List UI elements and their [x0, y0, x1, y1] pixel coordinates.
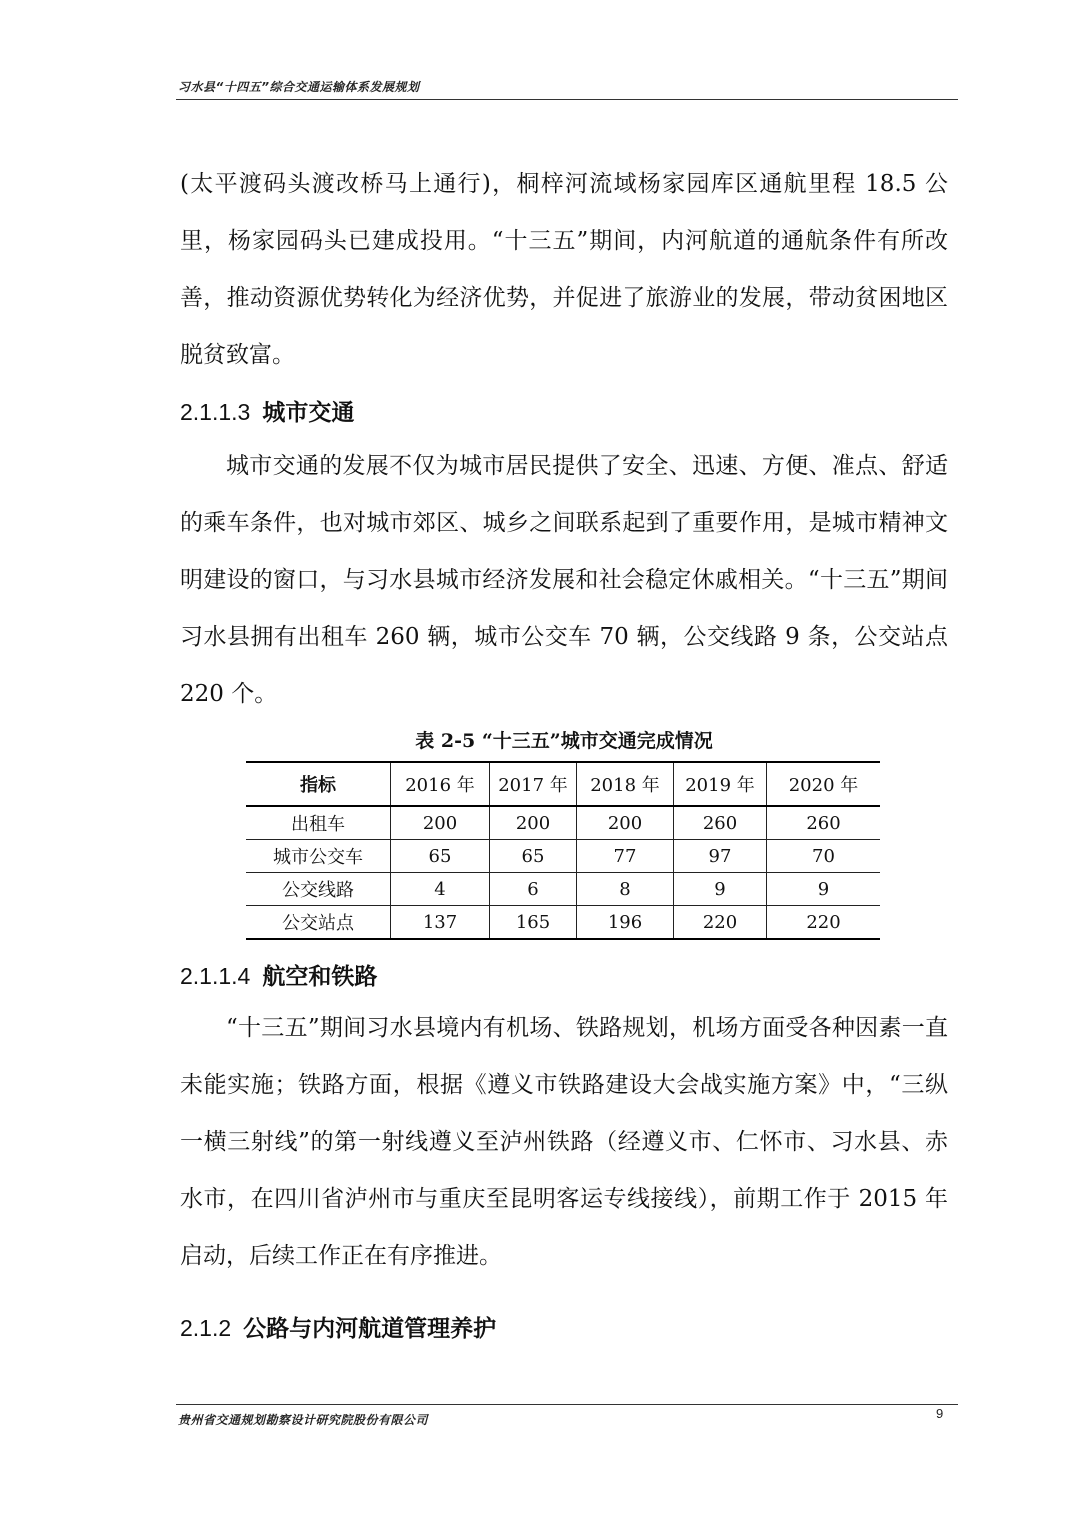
column-header-2017: 2017 年: [490, 762, 577, 806]
table-cell: 出租车: [246, 806, 391, 840]
header-divider: [176, 99, 958, 100]
column-header-2019: 2019 年: [674, 762, 767, 806]
table-cell: 200: [577, 806, 674, 840]
table-cell: 城市公交车: [246, 840, 391, 873]
table-cell: 97: [674, 840, 767, 873]
footer-divider: [176, 1404, 958, 1405]
table-row: [246, 806, 880, 840]
table-cell: 165: [490, 906, 577, 940]
section-title: 航空和铁路: [262, 963, 378, 990]
table-cell: 196: [577, 906, 674, 940]
table-cell: 公交线路: [246, 873, 391, 906]
table-cell: 137: [391, 906, 490, 940]
table-row: [246, 906, 880, 940]
section-number: 2.1.2: [180, 1315, 232, 1341]
paragraph-inland-waterway: (太平渡码头渡改桥马上通行)，桐梓河流域杨家园库区通航里程 18.5 公里，杨家园码头已建成投用。“十三五”期间，内河航道的通航条件有所改善，推动资源优势转化为经济优势，并促进了旅游业的发展，带动贫困地区脱贫致富。: [180, 171, 948, 368]
section-number: 2.1.1.4: [180, 963, 251, 989]
table-cell: 公交站点: [246, 906, 391, 940]
paragraph-urban-transport: 城市交通的发展不仅为城市居民提供了安全、迅速、方便、准点、舒适的乘车条件，也对城市郊区、城乡之间联系起到了重要作用，是城市精神文明建设的窗口，与习水县城市经济发展和社会稳定休戚相关。“十三五”期间习水县拥有出租车 260 辆，城市公交车 70 辆，公交线路 9 条，公交站点 220 个。: [180, 453, 948, 707]
urban-transport-table: [246, 761, 880, 940]
table-cell: 200: [391, 806, 490, 840]
section-heading-road-waterway-maintenance: [180, 1310, 496, 1343]
table-cell: 8: [577, 873, 674, 906]
table-cell: 220: [767, 906, 881, 940]
table-cell: 200: [490, 806, 577, 840]
table-cell: 65: [490, 840, 577, 873]
column-header-indicator: 指标: [246, 762, 391, 806]
footer-company-name: 贵州省交通规划勘察设计研究院股份有限公司: [178, 1413, 429, 1427]
column-header-2020: 2020 年: [767, 762, 881, 806]
table-cell: 65: [391, 840, 490, 873]
table-cell: 260: [674, 806, 767, 840]
section-title: 公路与内河航道管理养护: [243, 1315, 497, 1342]
table-caption: 表 2-5 “十三五”城市交通完成情况: [415, 730, 713, 752]
table-cell: 260: [767, 806, 881, 840]
section-heading-urban-transport: [180, 394, 354, 427]
paragraph-aviation-railway: “十三五”期间习水县境内有机场、铁路规划，机场方面受各种因素一直未能实施；铁路方面，根据《遵义市铁路建设大会战实施方案》中，“三纵一横三射线”的第一射线遵义至泸州铁路（经遵义市、仁怀市、习水县、赤水市，在四川省泸州市与重庆至昆明客运专线接线），前期工作于 2015 年启动，后续工作正在有序推进。: [180, 1015, 948, 1269]
page-number: 9: [936, 1406, 944, 1421]
table-cell: 6: [490, 873, 577, 906]
document-header-title: 习水县“十四五”综合交通运输体系发展规划: [178, 80, 420, 94]
table-cell: 4: [391, 873, 490, 906]
column-header-2018: 2018 年: [577, 762, 674, 806]
table-row: [246, 873, 880, 906]
table-cell: 9: [767, 873, 881, 906]
section-heading-aviation-railway: [180, 958, 377, 991]
table-header-row: [246, 762, 880, 806]
table-cell: 220: [674, 906, 767, 940]
table-cell: 9: [674, 873, 767, 906]
column-header-2016: 2016 年: [391, 762, 490, 806]
table-cell: 70: [767, 840, 881, 873]
section-title: 城市交通: [262, 399, 355, 426]
table-row: [246, 840, 880, 873]
section-number: 2.1.1.3: [180, 399, 251, 425]
table-cell: 77: [577, 840, 674, 873]
